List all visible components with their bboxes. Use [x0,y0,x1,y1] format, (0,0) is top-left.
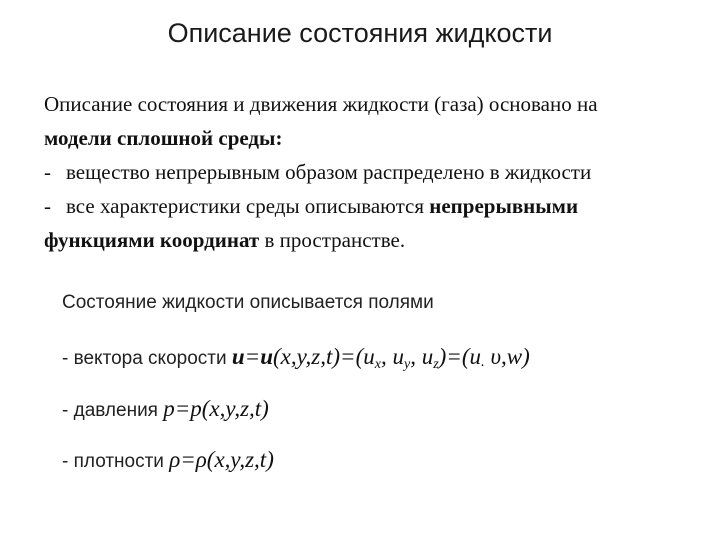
velocity-label: - вектора скорости [62,348,232,369]
velocity-args: (x,y,z,t)=(u [273,344,375,369]
velocity-vector-symbol: u [231,344,245,369]
bullet-2-text: все характеристики среды описываются [66,194,430,218]
velocity-component: , u [380,344,404,369]
velocity-formula [231,344,530,372]
velocity-vector-symbol: u [260,344,273,369]
bullet-dash: - [44,194,51,218]
bullet-2-continuation [44,228,405,253]
bullet-1 [44,160,591,185]
equals-sign: = [244,344,261,369]
intro-line-1: Описание состояния и движения жидкости (газа) основано на [44,92,598,116]
density-label: - плотности [62,451,170,472]
velocity-component: , u [410,344,434,369]
coordinate-functions-term: функциями координат [44,228,260,252]
bullet-2 [44,194,578,219]
pressure-label: - давления [62,400,164,421]
slide-title: Описание состояния жидкости [167,18,553,48]
bullet-1-text: вещество непрерывным образом распределено в жидкости [66,160,592,184]
bullet-2-bold: непрерывными [429,194,579,218]
velocity-components-tail: )=(u [438,344,481,369]
velocity-field-line [62,344,530,373]
bullet-2-tail: в пространстве. [259,228,406,252]
subscript-x: x [374,357,381,372]
velocity-components-end: υ,w) [484,344,530,369]
subscript-y: y [403,357,411,372]
density-field-line [62,447,274,473]
bullet-dash: - [44,160,51,184]
fields-heading: Состояние жидкости описывается полями [62,292,434,313]
subscript-z: z [433,357,439,372]
pressure-field-line [62,396,269,422]
pressure-formula: p=p(x,y,z,t) [163,396,269,421]
separator-mark: . [480,354,485,370]
continuum-model-term: модели сплошной среды: [44,126,283,150]
density-formula: ρ=ρ(x,y,z,t) [169,447,274,472]
intro-line-2 [44,126,282,151]
